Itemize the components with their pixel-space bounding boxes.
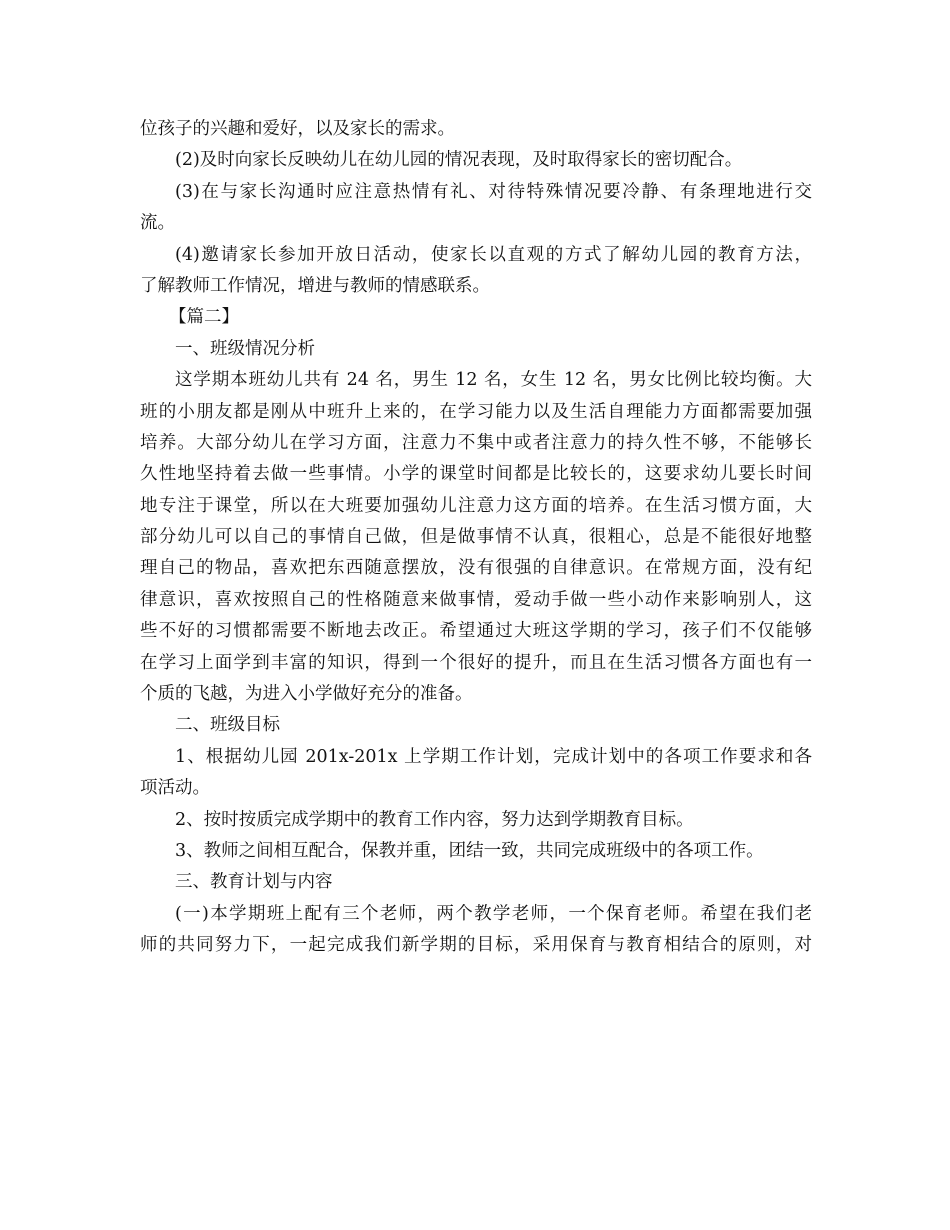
text-line: 师的共同努力下，一起完成我们新学期的目标，采用保育与教育相结合的原则，对 <box>140 935 812 956</box>
text-line: 些不好的习惯都需要不断地去改正。希望通过大班这学期的学习，孩子们不仅能够 <box>140 621 812 642</box>
text-line: (一)本学期班上配有三个老师，两个教学老师，一个保育老师。希望在我们老 <box>175 903 812 924</box>
text-line: 这学期本班幼儿共有 24 名，男生 12 名，女生 12 名，男女比例比较均衡。大 <box>175 370 812 391</box>
text-line: (4)邀请家长参加开放日活动，使家长以直观的方式了解幼儿园的教育方法， <box>175 244 812 265</box>
text-line: 地专注于课堂，所以在大班要加强幼儿注意力这方面的培养。在生活习惯方面，大 <box>140 495 812 516</box>
section-heading: 一、班级情况分析 <box>175 338 315 359</box>
text-line: (2)及时向家长反映幼儿在幼儿园的情况表现，及时取得家长的密切配合。 <box>175 150 743 171</box>
text-line: 部分幼儿可以自己的事情自己做，但是做事情不认真，很粗心，总是不能很好地整 <box>140 527 812 548</box>
text-line: 在学习上面学到丰富的知识，得到一个很好的提升，而且在生活习惯各方面也有一 <box>140 652 812 673</box>
text-line: 3、教师之间相互配合，保教并重，团结一致，共同完成班级中的各项工作。 <box>175 840 764 861</box>
text-line: 班的小朋友都是刚从中班升上来的，在学习能力以及生活自理能力方面都需要加强 <box>140 401 812 422</box>
text-line: 理自己的物品，喜欢把东西随意摆放，没有很强的自律意识。在常规方面，没有纪 <box>140 558 812 579</box>
text-line: 1、根据幼儿园 201x-201x 上学期工作计划，完成计划中的各项工作要求和各 <box>175 746 812 767</box>
section-heading: 【篇二】 <box>169 307 239 328</box>
text-line: 流。 <box>140 213 175 234</box>
text-line: 了解教师工作情况，增进与教师的情感联系。 <box>140 275 490 296</box>
text-line: (3)在与家长沟通时应注意热情有礼、对待特殊情况要冷静、有条理地进行交 <box>175 181 812 202</box>
text-line: 位孩子的兴趣和爱好，以及家长的需求。 <box>140 119 455 139</box>
text-line: 久性地坚持着去做一些事情。小学的课堂时间都是比较长的，这要求幼儿要长时间 <box>140 464 812 485</box>
text-line: 律意识，喜欢按照自己的性格随意来做事情，爱动手做一些小动作来影响别人，这 <box>140 589 812 610</box>
section-heading: 三、教育计划与内容 <box>175 872 333 893</box>
text-line: 项活动。 <box>140 778 210 799</box>
document-page <box>140 114 812 962</box>
text-line: 个质的飞越，为进入小学做好充分的准备。 <box>140 684 473 705</box>
text-line: 2、按时按质完成学期中的教育工作内容，努力达到学期教育目标。 <box>175 809 694 830</box>
text-line: 培养。大部分幼儿在学习方面，注意力不集中或者注意力的持久性不够，不能够长 <box>140 432 812 453</box>
section-heading: 二、班级目标 <box>175 715 280 736</box>
